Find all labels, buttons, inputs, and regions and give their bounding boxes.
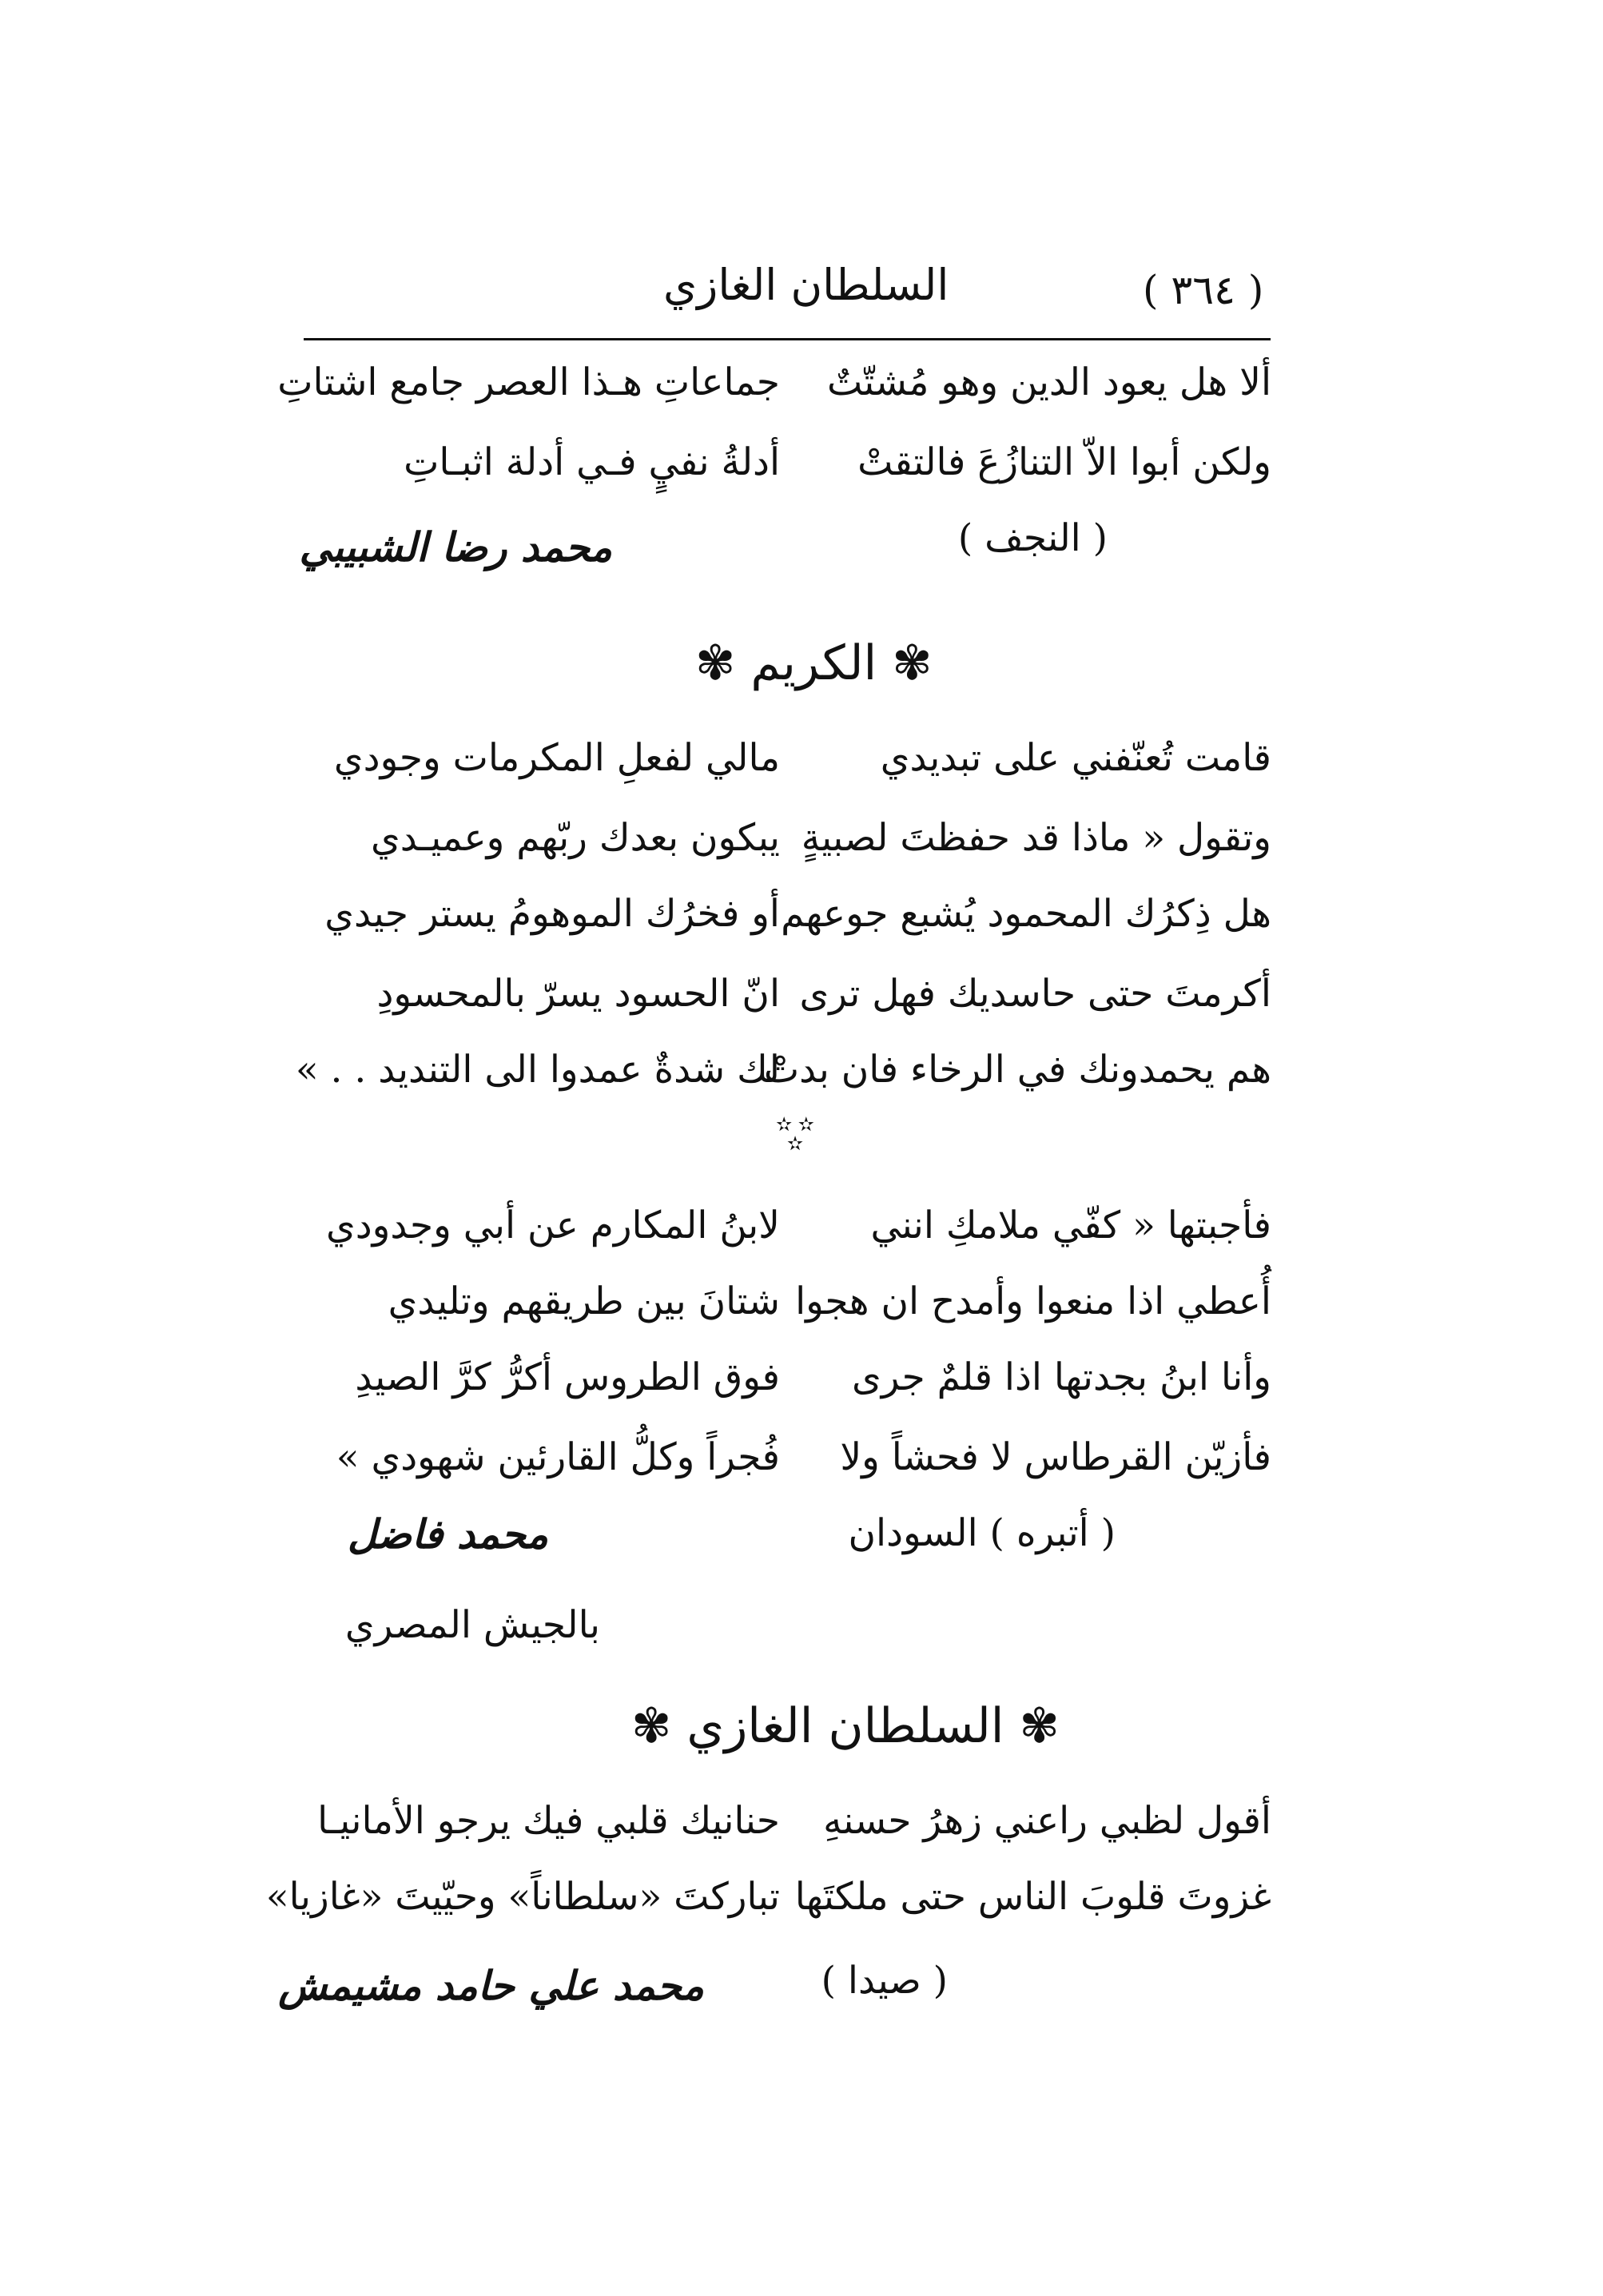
poem2-s1-line1-second: مالي لفعلِ المكرمات وجودي [333, 736, 780, 780]
poem2-s2-line2-second: شتانَ بين طريقهم وتليدي [388, 1279, 780, 1323]
poem2-title [695, 635, 933, 691]
poem2-s2-line3-first: وأنا ابنُ بجدتها اذا قلمٌ جرى [851, 1355, 1271, 1399]
poem3-line2-second: تباركتَ «سلطاناً» وحيّيتَ «غازيا» [265, 1875, 780, 1919]
poem2-s2-line3-second: فوق الطروس أكرُّ كرَّ الصيدِ [355, 1355, 780, 1399]
ornament-icon: ✾ [695, 635, 736, 691]
poem1-line2-second: أدلةُ نفيٍ فـي أدلة اثبـاتِ [404, 440, 780, 484]
poem3-title [631, 1698, 1060, 1754]
poem2-s1-line2-second: يبكون بعدك ربّهم وعميـدي [370, 816, 780, 860]
poem1-line2-first: ولكن أبوا الاّ التنازُعَ فالتقتْ [857, 440, 1271, 484]
poem2-s2-line4-first: فأزيّن القرطاس لا فحشاً ولا [840, 1435, 1271, 1479]
poem1-place: ( النجف ) [957, 516, 1108, 560]
ornament-icon: ✾ [1019, 1698, 1060, 1754]
poem2-s2-line4-second: فُجراً وكلُّ القارئين شهودي » [336, 1435, 780, 1479]
poem2-s1-line4-first: أكرمتَ حتى حاسديك فهل ترى [799, 972, 1271, 1016]
poem3-title-label: السلطان الغازي [686, 1698, 1004, 1754]
header-rule [304, 338, 1271, 340]
poem2-author: محمد فاضل [347, 1510, 548, 1558]
poem2-s1-line5-second: لك شدةٌ عمدوا الى التنديد . . » [295, 1048, 780, 1092]
poem3-line2-first: غزوتَ قلوبَ الناس حتى ملكتَها [794, 1875, 1271, 1919]
poem2-s1-line4-second: انّ الحسود يسرّ بالمحسودِ [376, 972, 780, 1016]
stanza-separator: ✫ ✫ ✫ [776, 1113, 814, 1155]
poem3-line1-second: حنانيك قلبي فيك يرجو الأمانيـا [317, 1799, 780, 1843]
poem2-s1-line2-first: وتقول « ماذا قد حفظتَ لصبيةٍ [801, 816, 1271, 860]
poem1-author: محمد رضا الشبيبي [299, 523, 612, 571]
poem2-s1-line5-first: هم يحمدونك في الرخاء فان بدتْ [763, 1048, 1271, 1092]
poem2-s1-line3-first: هل ذِكرُك المحمود يُشبع جوعهم [781, 892, 1271, 936]
poem1-line1-second: جماعاتِ هـذا العصر جامع اشتاتِ [277, 360, 780, 404]
page-number: ( ٣٦٤ ) [1143, 267, 1264, 313]
poem2-s2-line2-first: أُعطي اذا منعوا وأمدح ان هجوا [795, 1279, 1271, 1323]
ornament-icon: ✾ [631, 1698, 672, 1754]
poem1-line1-first: ألا هل يعود الدين وهو مُشتّتٌ [826, 360, 1271, 404]
poem3-place: ( صيدا ) [821, 1959, 948, 2003]
poem2-place: ( أتبره ) السودان [848, 1511, 1116, 1555]
poem2-s1-line3-second: أو فخرُك الموهومُ يستر جيدي [324, 892, 780, 936]
poem2-s2-line1-first: فأجبتها « كفّي ملامكِ انني [870, 1204, 1271, 1247]
ornament-icon: ✾ [892, 635, 933, 691]
poem2-author-note: بالجيش المصري [344, 1603, 600, 1647]
poem2-s1-line1-first: قامت تُعنّفني على تبديدي [880, 736, 1271, 780]
poem3-author: محمد علي حامد مشيمش [278, 1962, 704, 2009]
poem3-line1-first: أقول لظبي راعني زهرُ حسنهِ [823, 1799, 1271, 1843]
poem2-title-label: الكريم [750, 635, 877, 691]
running-header-title: السلطان الغازي [663, 260, 949, 310]
poem2-s2-line1-second: لابنُ المكارم عن أبي وجدودي [325, 1204, 780, 1247]
